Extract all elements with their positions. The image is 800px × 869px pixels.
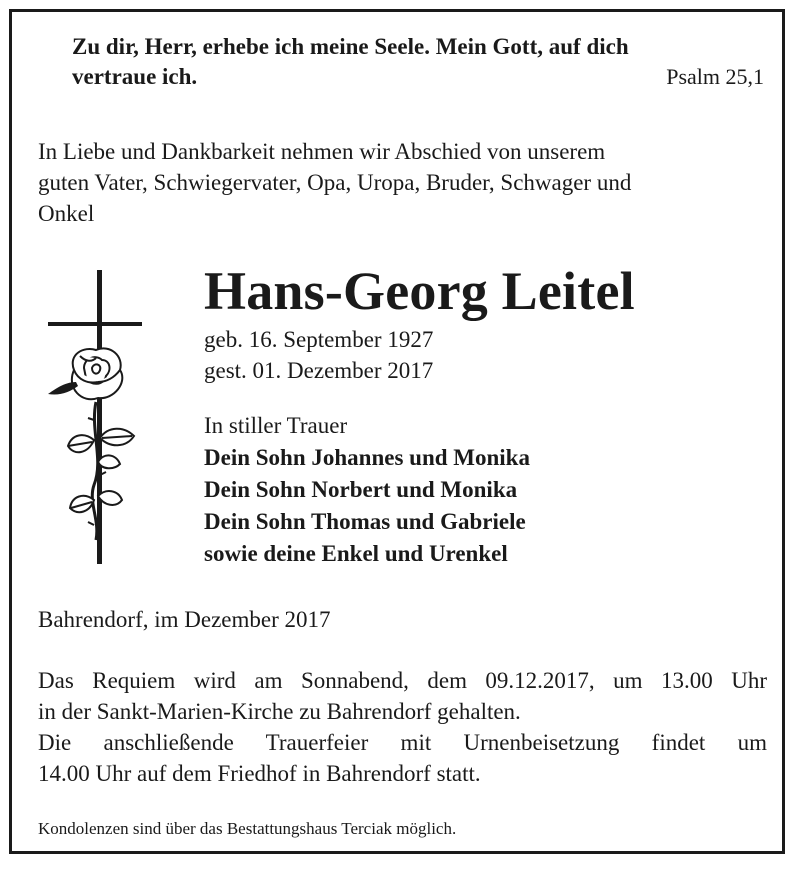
place-and-date: Bahrendorf, im Dezember 2017	[38, 607, 331, 632]
obituary-content	[38, 32, 767, 838]
requiem-line: in der Sankt-Marien-Kirche zu Bahrendorf gehalten.	[38, 699, 521, 724]
quote-line-2-row	[72, 62, 764, 92]
mourners-block	[204, 410, 530, 570]
intro-line: In Liebe und Dankbarkeit nehmen wir Abschied von unserem	[38, 139, 606, 164]
mourner-entry: Dein Sohn Thomas und Gabriele	[204, 509, 526, 534]
mourners-intro: In stiller Trauer	[204, 413, 348, 438]
cross-with-rose-icon	[44, 270, 144, 575]
psalm-quote	[72, 32, 764, 92]
quote-line-1: Zu dir, Herr, erhebe ich meine Seele. Mein Gott, auf dich	[72, 34, 629, 59]
requiem-line: Die anschließende Trauerfeier mit Urnenbeisetzung findet um	[38, 730, 767, 755]
mourner-entry: Dein Sohn Johannes und Monika	[204, 445, 530, 470]
quote-line-2: vertraue ich.	[72, 64, 198, 89]
intro-line: guten Vater, Schwiegervater, Opa, Uropa, Bruder, Schwager und	[38, 170, 632, 195]
psalm-reference: Psalm 25,1	[666, 64, 764, 89]
obituary-frame	[9, 9, 785, 854]
death-date: gest. 01. Dezember 2017	[204, 358, 434, 383]
requiem-line: 14.00 Uhr auf dem Friedhof in Bahrendorf statt.	[38, 761, 481, 786]
requiem-notice	[38, 665, 767, 789]
intro-line: Onkel	[38, 201, 95, 226]
farewell-intro	[38, 136, 767, 229]
mourner-entry: sowie deine Enkel und Urenkel	[204, 541, 508, 566]
birth-date: geb. 16. September 1927	[204, 327, 434, 352]
condolences-note: Kondolenzen sind über das Bestattungshaus Terciak möglich.	[38, 819, 457, 838]
requiem-line: Das Requiem wird am Sonnabend, dem 09.12.2017, um 13.00 Uhr	[38, 668, 767, 693]
mourner-entry: Dein Sohn Norbert und Monika	[204, 477, 518, 502]
deceased-name: Hans-Georg Leitel	[204, 261, 635, 321]
life-dates	[204, 324, 433, 386]
